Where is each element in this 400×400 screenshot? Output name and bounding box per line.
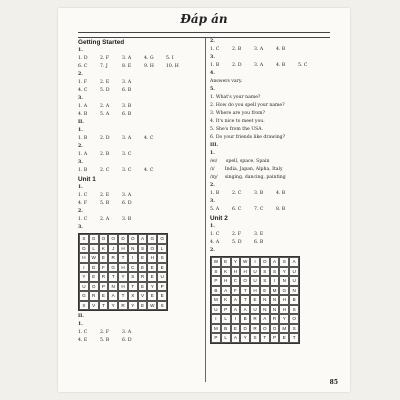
answer-item: 1. B bbox=[78, 136, 88, 141]
answer-item: 2. C bbox=[100, 168, 110, 173]
wordsearch-cell: X bbox=[79, 301, 89, 311]
answer-item: 3. A bbox=[254, 63, 264, 68]
answer-row bbox=[78, 337, 200, 345]
answer-item: 6. B bbox=[122, 112, 132, 117]
answer-item: 6. D bbox=[122, 201, 132, 206]
answer-item: 6. B bbox=[122, 88, 132, 93]
section-heading: Getting Started bbox=[78, 39, 125, 46]
wordsearch-cell: F bbox=[99, 263, 109, 273]
wordsearch-cell: U bbox=[250, 305, 260, 315]
wordsearch-cell: O bbox=[147, 244, 157, 254]
wordsearch-cell: O bbox=[108, 234, 118, 244]
wordsearch-cell: O bbox=[289, 314, 299, 324]
answer-item: 1. C bbox=[78, 217, 88, 222]
wordsearch-cell: T bbox=[260, 333, 270, 343]
wordsearch-cell: I bbox=[211, 314, 221, 324]
wordsearch-cell: H bbox=[240, 267, 250, 277]
answer-item: 5. B bbox=[100, 201, 110, 206]
answer-item: 4. C bbox=[144, 168, 154, 173]
wordsearch-cell: U bbox=[289, 276, 299, 286]
answer-row bbox=[210, 231, 338, 239]
wordsearch-cell: E bbox=[138, 253, 148, 263]
answer-row bbox=[78, 151, 200, 159]
answer-row bbox=[78, 63, 200, 71]
answer-item: 3. A bbox=[254, 47, 264, 52]
answer-item: 2. F bbox=[100, 330, 110, 335]
wordsearch-cell: K bbox=[221, 295, 231, 305]
wordsearch-cell: L bbox=[89, 244, 99, 254]
answer-line: Answers vary. bbox=[210, 79, 243, 84]
answer-item: 2. E bbox=[100, 193, 110, 198]
answer-item: 5. I bbox=[166, 56, 174, 61]
wordsearch-cell: P bbox=[157, 282, 167, 292]
wordsearch-cell: S bbox=[250, 333, 260, 343]
wordsearch-cell: E bbox=[147, 291, 157, 301]
wordsearch-cell: S bbox=[79, 234, 89, 244]
answer-item: 3. A bbox=[122, 56, 132, 61]
wordsearch-cell: R bbox=[108, 253, 118, 263]
wordsearch-cell: R bbox=[138, 272, 148, 282]
answer-line: 2. How do you spell your name? bbox=[210, 103, 285, 108]
answer-item: 8. B bbox=[276, 207, 286, 212]
answer-item: 2. E bbox=[100, 80, 110, 85]
wordsearch-cell: S bbox=[211, 267, 221, 277]
wordsearch-cell: T bbox=[289, 333, 299, 343]
wordsearch-cell: G bbox=[157, 234, 167, 244]
wordsearch-cell: E bbox=[138, 282, 148, 292]
wordsearch-cell: D bbox=[89, 263, 99, 273]
answer-item: 8. E bbox=[122, 64, 132, 69]
exercise-number: 1. bbox=[78, 128, 83, 133]
wordsearch-cell: U bbox=[211, 305, 221, 315]
answer-line: 6. Do your friends like drawing? bbox=[210, 135, 286, 140]
exercise-number: 2. bbox=[210, 248, 215, 253]
answer-key-page bbox=[58, 8, 350, 392]
answer-line: /eɪ/ spell, space, Spain bbox=[210, 159, 270, 164]
exercise-number: 2. bbox=[210, 183, 215, 188]
wordsearch-cell: U bbox=[250, 267, 260, 277]
answer-item: 3. A bbox=[122, 136, 132, 141]
answer-row bbox=[78, 167, 200, 175]
wordsearch-cell: E bbox=[147, 272, 157, 282]
wordsearch-cell: W bbox=[240, 257, 250, 267]
answer-item: 4. B bbox=[78, 112, 88, 117]
answer-row bbox=[210, 190, 338, 198]
wordsearch-cell: N bbox=[260, 305, 270, 315]
wordsearch-cell: K bbox=[99, 244, 109, 254]
answer-item: 1. B bbox=[210, 191, 220, 196]
exercise-number: 1. bbox=[78, 48, 83, 53]
exercise-number: 1. bbox=[210, 151, 215, 156]
answer-line: 3. Where are you from? bbox=[210, 111, 265, 116]
answer-item: 3. B bbox=[122, 217, 132, 222]
wordsearch-cell: O bbox=[260, 324, 270, 334]
wordsearch-cell: O bbox=[128, 234, 138, 244]
wordsearch-cell: S bbox=[270, 267, 280, 277]
exercise-number: II. bbox=[78, 120, 84, 125]
wordsearch-cell: T bbox=[240, 286, 250, 296]
wordsearch-cell: S bbox=[289, 305, 299, 315]
answer-item: 6. C bbox=[232, 207, 242, 212]
exercise-number: 1. bbox=[78, 322, 83, 327]
answer-item: 4. F bbox=[78, 201, 88, 206]
wordsearch-cell: A bbox=[231, 295, 241, 305]
answer-item: 2. C bbox=[232, 191, 242, 196]
wordsearch-cell: E bbox=[89, 272, 99, 282]
wordsearch-cell: O bbox=[99, 234, 109, 244]
exercise-number: 2. bbox=[78, 72, 83, 77]
wordsearch-cell: N bbox=[270, 295, 280, 305]
wordsearch-cell: H bbox=[221, 276, 231, 286]
answer-item: 6. C bbox=[78, 64, 88, 69]
wordsearch-cell: X bbox=[128, 291, 138, 301]
wordsearch-cell: S bbox=[157, 301, 167, 311]
exercise-number: 3. bbox=[78, 225, 83, 230]
wordsearch-cell: E bbox=[279, 333, 289, 343]
wordsearch-cell: U bbox=[79, 282, 89, 292]
wordsearch-cell: N bbox=[289, 286, 299, 296]
wordsearch-cell: H bbox=[250, 286, 260, 296]
answer-item: 6. B bbox=[254, 240, 264, 245]
answer-line: /ɪ/ India, Japan, Alpha, Italy bbox=[210, 167, 283, 172]
answer-item: 4. A bbox=[210, 240, 220, 245]
wordsearch-cell: J bbox=[108, 244, 118, 254]
wordsearch-cell: R bbox=[270, 314, 280, 324]
wordsearch-cell: E bbox=[138, 263, 148, 273]
wordsearch-cell: A bbox=[260, 314, 270, 324]
answer-row bbox=[78, 87, 200, 95]
answer-item: 3. E bbox=[254, 232, 264, 237]
exercise-number: 2. bbox=[78, 144, 83, 149]
wordsearch-cell: T bbox=[118, 253, 128, 263]
answer-item: 10. H bbox=[166, 64, 179, 69]
answer-row bbox=[78, 103, 200, 111]
answer-row bbox=[78, 135, 200, 143]
answer-item: 5. C bbox=[298, 63, 308, 68]
wordsearch-cell: Y bbox=[240, 333, 250, 343]
wordsearch-cell: U bbox=[250, 276, 260, 286]
answer-row bbox=[78, 200, 200, 208]
wordsearch-cell: I bbox=[250, 257, 260, 267]
wordsearch-cell: H bbox=[231, 267, 241, 277]
wordsearch-cell: H bbox=[79, 253, 89, 263]
wordsearch-cell: Y bbox=[108, 301, 118, 311]
answer-item: 1. A bbox=[78, 152, 88, 157]
wordsearch-cell: T bbox=[99, 301, 109, 311]
answer-item: 2. B bbox=[232, 47, 242, 52]
wordsearch-cell: B bbox=[240, 314, 250, 324]
exercise-number: 2. bbox=[78, 209, 83, 214]
wordsearch-cell: I bbox=[79, 263, 89, 273]
wordsearch-cell: T bbox=[108, 272, 118, 282]
answer-row bbox=[78, 79, 200, 87]
wordsearch-cell: H bbox=[147, 253, 157, 263]
answer-row bbox=[210, 46, 338, 54]
section-heading: Unit 2 bbox=[210, 215, 228, 222]
wordsearch-cell: H bbox=[279, 295, 289, 305]
wordsearch-cell: E bbox=[99, 253, 109, 263]
wordsearch-cell: C bbox=[128, 263, 138, 273]
wordsearch-cell: T bbox=[128, 282, 138, 292]
answer-item: 3. C bbox=[122, 168, 132, 173]
wordsearch-cell: T bbox=[118, 291, 128, 301]
answer-item: 4. B bbox=[276, 191, 286, 196]
answer-item: 5. B bbox=[100, 338, 110, 343]
wordsearch-cell: V bbox=[138, 291, 148, 301]
exercise-number: 3. bbox=[78, 96, 83, 101]
wordsearch-cell: R bbox=[250, 324, 260, 334]
answer-line: 4. It's nice to meet you. bbox=[210, 119, 265, 124]
exercise-number: 5. bbox=[210, 87, 215, 92]
answer-row bbox=[78, 192, 200, 200]
wordsearch-cell: U bbox=[289, 267, 299, 277]
wordsearch-cell: H bbox=[279, 305, 289, 315]
wordsearch-cell: S bbox=[157, 253, 167, 263]
wordsearch-cell: S bbox=[279, 257, 289, 267]
wordsearch-cell: Y bbox=[279, 267, 289, 277]
wordsearch-cell: N bbox=[260, 295, 270, 305]
answer-item: 1. C bbox=[210, 232, 220, 237]
wordsearch-cell: I bbox=[128, 253, 138, 263]
wordsearch-cell: S bbox=[128, 272, 138, 282]
wordsearch-cell: N bbox=[108, 282, 118, 292]
wordsearch-cell: W bbox=[147, 301, 157, 311]
wordsearch-cell: S bbox=[260, 276, 270, 286]
wordsearch-cell: G bbox=[108, 263, 118, 273]
wordsearch-cell: O bbox=[260, 257, 270, 267]
wordsearch-cell: P bbox=[211, 276, 221, 286]
answer-item: 2. B bbox=[100, 152, 110, 157]
wordsearch-cell: P bbox=[99, 282, 109, 292]
answer-item: 4. C bbox=[144, 136, 154, 141]
answer-row bbox=[78, 329, 200, 337]
answer-line: 5. She's from the USA. bbox=[210, 127, 264, 132]
left-column bbox=[78, 38, 200, 345]
wordsearch-cell: N bbox=[270, 305, 280, 315]
exercise-number: 3. bbox=[78, 160, 83, 165]
answer-item: 5. A bbox=[210, 207, 220, 212]
answer-item: 4. G bbox=[144, 56, 154, 61]
exercise-number: II. bbox=[78, 314, 84, 319]
right-column bbox=[210, 38, 338, 346]
answer-row bbox=[210, 206, 338, 214]
wordsearch-cell: E bbox=[157, 263, 167, 273]
wordsearch-cell: H bbox=[118, 244, 128, 254]
answer-item: 6. D bbox=[122, 338, 132, 343]
wordsearch-cell: E bbox=[157, 291, 167, 301]
wordsearch-cell: F bbox=[231, 286, 241, 296]
wordsearch-cell: R bbox=[118, 301, 128, 311]
answer-item: 3. C bbox=[122, 152, 132, 157]
wordsearch-cell: E bbox=[221, 257, 231, 267]
wordsearch-cell: A bbox=[108, 291, 118, 301]
wordsearch-cell: W bbox=[89, 253, 99, 263]
exercise-number: 4. bbox=[210, 71, 215, 76]
answer-line: 1. What's your name? bbox=[210, 95, 261, 100]
wordsearch-cell: Y bbox=[231, 257, 241, 267]
answer-row bbox=[210, 239, 338, 247]
wordsearch-cell: M bbox=[279, 324, 289, 334]
answer-item: 7. C bbox=[254, 207, 264, 212]
wordsearch-cell: E bbox=[138, 301, 148, 311]
wordsearch-cell: R bbox=[250, 314, 260, 324]
wordsearch-cell: G bbox=[279, 286, 289, 296]
answer-item: 5. A bbox=[100, 112, 110, 117]
answer-item: 3. B bbox=[122, 104, 132, 109]
answer-item: 5. D bbox=[232, 240, 242, 245]
section-heading: Unit 1 bbox=[78, 176, 96, 183]
wordsearch-cell: W bbox=[211, 257, 221, 267]
answer-item: 3. B bbox=[254, 191, 264, 196]
wordsearch-cell: C bbox=[231, 276, 241, 286]
wordsearch-cell: H bbox=[118, 263, 128, 273]
answer-item: 9. H bbox=[144, 64, 154, 69]
answer-row bbox=[78, 216, 200, 224]
wordsearch-cell: A bbox=[289, 257, 299, 267]
column-divider bbox=[205, 38, 206, 382]
wordsearch-cell: R bbox=[99, 272, 109, 282]
wordsearch-cell: V bbox=[89, 301, 99, 311]
exercise-number: 3. bbox=[210, 199, 215, 204]
answer-item: 2. D bbox=[100, 136, 110, 141]
wordsearch-cell: N bbox=[128, 244, 138, 254]
exercise-number: 3. bbox=[210, 55, 215, 60]
answer-item: 1. F bbox=[78, 80, 88, 85]
answer-item: 1. C bbox=[78, 193, 88, 198]
wordsearch-cell: Y bbox=[79, 272, 89, 282]
wordsearch-cell: O bbox=[89, 282, 99, 292]
wordsearch-cell: G bbox=[147, 234, 157, 244]
answer-item: 2. F bbox=[232, 232, 242, 237]
wordsearch-cell: K bbox=[221, 267, 231, 277]
wordsearch-cell: E bbox=[147, 263, 157, 273]
wordsearch-cell: S bbox=[138, 244, 148, 254]
exercise-number: 2. bbox=[210, 39, 215, 44]
wordsearch-cell: M bbox=[211, 295, 221, 305]
wordsearch-cell: G bbox=[89, 234, 99, 244]
wordsearch-cell: A bbox=[270, 257, 280, 267]
wordsearch-cell: B bbox=[211, 286, 221, 296]
wordsearch-cell: P bbox=[270, 333, 280, 343]
page-title: Đáp án bbox=[180, 12, 228, 26]
answer-row bbox=[78, 111, 200, 119]
exercise-number: III. bbox=[210, 143, 219, 148]
answer-item: 3. A bbox=[122, 80, 132, 85]
wordsearch-cell: O bbox=[240, 276, 250, 286]
wordsearch-cell: A bbox=[231, 305, 241, 315]
wordsearch-cell: H bbox=[118, 282, 128, 292]
wordsearch-cell: U bbox=[157, 272, 167, 282]
unit2-wordsearch bbox=[210, 256, 300, 344]
wordsearch-cell: S bbox=[289, 324, 299, 334]
wordsearch-cell: A bbox=[138, 234, 148, 244]
wordsearch-cell: O bbox=[270, 324, 280, 334]
wordsearch-cell: S bbox=[260, 267, 270, 277]
wordsearch-cell: I bbox=[270, 276, 280, 286]
answer-item: 1. D bbox=[78, 56, 88, 61]
wordsearch-cell: L bbox=[221, 314, 231, 324]
wordsearch-cell: E bbox=[231, 324, 241, 334]
wordsearch-cell: M bbox=[270, 286, 280, 296]
exercise-number: 1. bbox=[78, 185, 83, 190]
wordsearch-cell: B bbox=[221, 324, 231, 334]
answer-row bbox=[78, 55, 200, 63]
wordsearch-cell: M bbox=[211, 324, 221, 334]
answer-item: 7. J bbox=[100, 64, 108, 69]
wordsearch-cell: D bbox=[240, 324, 250, 334]
answer-item: 2. A bbox=[100, 217, 110, 222]
wordsearch-cell: I bbox=[231, 314, 241, 324]
answer-item: 4. E bbox=[78, 338, 88, 343]
wordsearch-cell: E bbox=[250, 295, 260, 305]
wordsearch-cell: Y bbox=[279, 314, 289, 324]
page-number: 85 bbox=[329, 379, 338, 386]
wordsearch-cell: Y bbox=[118, 272, 128, 282]
answer-item: 4. B bbox=[276, 63, 286, 68]
answer-item: 5. D bbox=[100, 88, 110, 93]
wordsearch-cell: B bbox=[289, 295, 299, 305]
wordsearch-cell: R bbox=[89, 291, 99, 301]
wordsearch-cell: P bbox=[211, 333, 221, 343]
wordsearch-cell: D bbox=[79, 244, 89, 254]
wordsearch-cell: L bbox=[221, 333, 231, 343]
wordsearch-cell: A bbox=[221, 286, 231, 296]
exercise-number: 1. bbox=[210, 224, 215, 229]
answer-item: 1. C bbox=[78, 330, 88, 335]
wordsearch-cell: E bbox=[99, 291, 109, 301]
answer-item: 1. B bbox=[210, 63, 220, 68]
wordsearch-cell: G bbox=[79, 291, 89, 301]
wordsearch-cell: T bbox=[240, 295, 250, 305]
wordsearch-cell: L bbox=[157, 244, 167, 254]
wordsearch-cell: Y bbox=[147, 282, 157, 292]
answer-item: 1. C bbox=[210, 47, 220, 52]
answer-row bbox=[210, 62, 338, 70]
unit1-wordsearch bbox=[78, 233, 168, 311]
answer-item: 2. D bbox=[232, 63, 242, 68]
answer-item: 4. C bbox=[78, 88, 88, 93]
wordsearch-cell: P bbox=[221, 305, 231, 315]
answer-item: 4. B bbox=[276, 47, 286, 52]
answer-item: 2. A bbox=[100, 104, 110, 109]
wordsearch-cell: N bbox=[279, 276, 289, 286]
answer-item: 3. A bbox=[122, 193, 132, 198]
answer-line: /ɪŋ/ singing, dancing, painting bbox=[210, 175, 286, 180]
wordsearch-cell: D bbox=[118, 234, 128, 244]
answer-item: 1. B bbox=[78, 168, 88, 173]
wordsearch-cell: Y bbox=[128, 301, 138, 311]
answer-item: 3. A bbox=[122, 330, 132, 335]
wordsearch-cell: A bbox=[231, 333, 241, 343]
answer-item: 1. A bbox=[78, 104, 88, 109]
answer-item: 2. F bbox=[100, 56, 110, 61]
wordsearch-cell: E bbox=[260, 286, 270, 296]
wordsearch-cell: A bbox=[240, 305, 250, 315]
